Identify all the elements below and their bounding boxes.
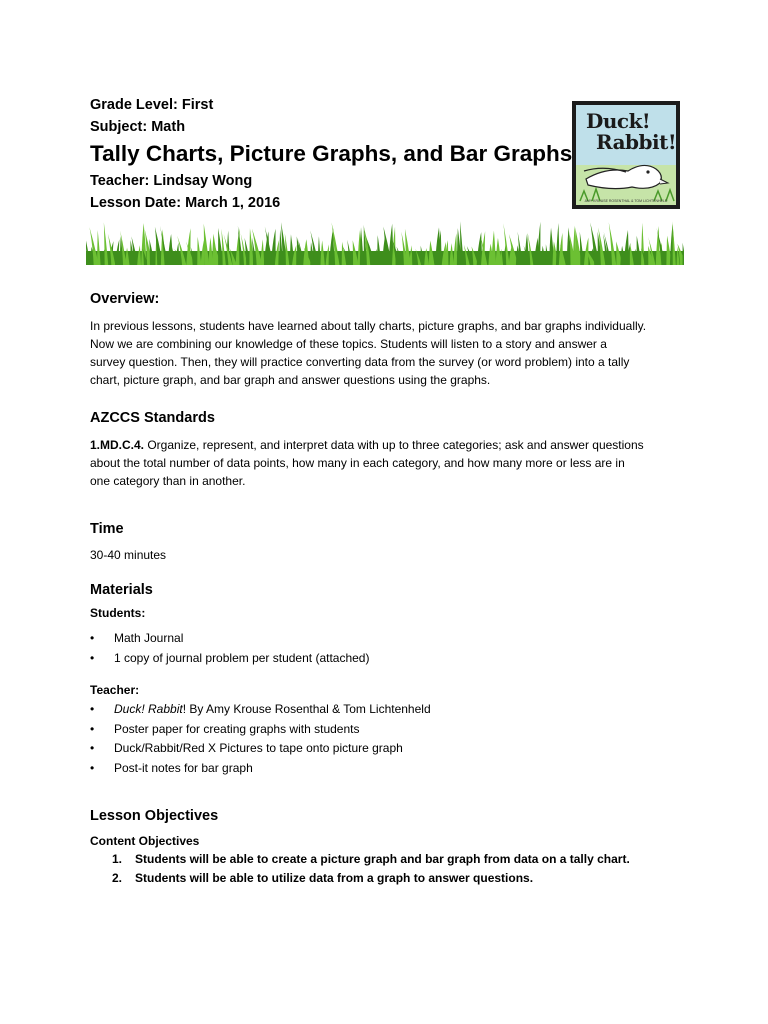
book-cover-art	[576, 105, 676, 205]
book-cover-credit: AMY KROUSE ROSENTHAL & TOM LICHTENHELD	[584, 199, 668, 203]
materials-heading: Materials	[90, 582, 153, 598]
time-heading: Time	[90, 521, 124, 537]
list-item: • Poster paper for creating graphs with students	[90, 720, 431, 740]
subject: Subject: Math	[90, 119, 186, 135]
overview-line: chart, picture graph, and bar graph and answer questions using the graphs.	[90, 373, 491, 387]
book-cover-title-line2: Rabbit!	[596, 130, 676, 154]
standards-paragraph	[90, 436, 690, 490]
list-item	[112, 850, 630, 869]
book-title: Duck! Rabbit	[114, 702, 183, 716]
overview-heading: Overview:	[90, 291, 160, 307]
list-item: • Duck/Rabbit/Red X Pictures to tape onto picture graph	[90, 739, 431, 759]
students-materials-list	[90, 629, 369, 668]
overview-line: Now we are combining our knowledge of these topics. Students will listen to a story and answer a	[90, 337, 607, 351]
grade-level: Grade Level: First	[90, 97, 214, 113]
list-item-text: Students will be able to create a picture graph and bar graph from data on a tally chart.	[135, 852, 630, 866]
lesson-title: Tally Charts, Picture Graphs, and Bar Graphs	[90, 141, 573, 166]
overview-line: survey question. Then, they will practice converting data from the survey (or word problem) into a tally	[90, 355, 630, 369]
list-item	[112, 869, 630, 888]
overview-paragraph	[90, 317, 690, 389]
list-item-number: 2.	[112, 871, 123, 885]
list-item-number: 1.	[112, 852, 123, 866]
book-cover-image	[572, 101, 680, 209]
overview-line: In previous lessons, students have learned about tally charts, picture graphs, and bar graphs individually.	[90, 319, 647, 333]
standards-line: one category than in another.	[90, 474, 246, 488]
book-credit-text: ! By Amy Krouse Rosenthal & Tom Lichtenheld	[182, 702, 431, 716]
standards-code: 1.MD.C.4.	[90, 438, 145, 452]
book-cover-title	[586, 111, 676, 153]
list-item	[90, 700, 431, 720]
lesson-date: Lesson Date: March 1, 2016	[90, 195, 281, 211]
list-item: • 1 copy of journal problem per student (attached)	[90, 649, 369, 669]
grass-banner-image	[86, 217, 684, 265]
list-item-text: Students will be able to utilize data from a graph to answer questions.	[135, 871, 534, 885]
time-value: 30-40 minutes	[90, 548, 167, 562]
objectives-heading: Lesson Objectives	[90, 808, 219, 824]
content-objectives-label: Content Objectives	[90, 834, 200, 848]
content-objectives-list	[112, 850, 630, 888]
standards-heading: AZCCS Standards	[90, 410, 215, 426]
standards-line: about the total number of data points, how many in each category, and how many more or less are in	[90, 456, 625, 470]
list-item: • Math Journal	[90, 629, 369, 649]
teacher: Teacher: Lindsay Wong	[90, 173, 253, 189]
students-label: Students:	[90, 606, 146, 620]
teacher-label: Teacher:	[90, 683, 140, 697]
standards-line	[90, 436, 690, 454]
list-item: • Post-it notes for bar graph	[90, 759, 431, 779]
standards-line-text: Organize, represent, and interpret data with up to three categories; ask and answer questions	[144, 438, 644, 452]
book-cover-title-line1: Duck!	[586, 109, 651, 133]
teacher-materials-list	[90, 700, 431, 778]
